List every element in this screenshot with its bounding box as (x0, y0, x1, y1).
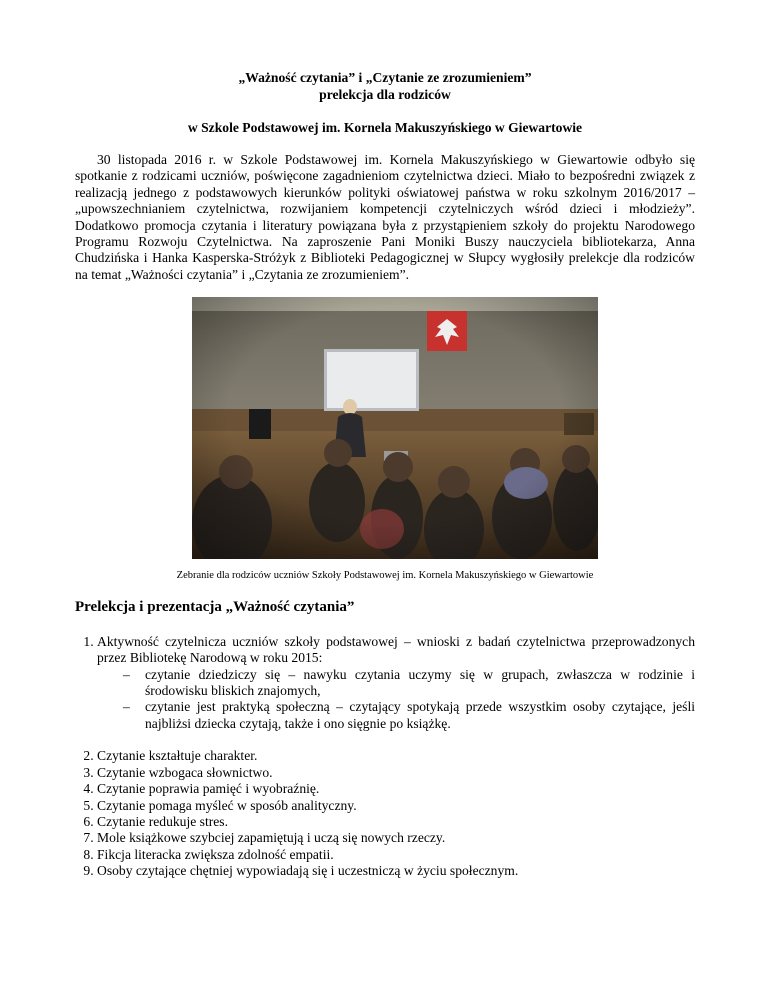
list-item: 5. Czytanie pomaga myśleć w sposób analityczny. (97, 798, 695, 814)
sub-list-item: – czytanie jest praktyką społeczną – czytający spotykają przede wszystkim osoby czytające, jeśli najbliżsi dziecka czytają, także i ono sięgnie po książkę. (123, 699, 695, 732)
document-subtitle: w Szkole Podstawowej im. Kornela Makuszyńskiego w Giewartowie (187, 120, 583, 135)
document-title-line1: „Ważność czytania” i „Czytanie ze zrozumieniem” (238, 70, 532, 85)
sub-list-item: – czytanie dziedziczy się – nawyku czytania uczymy się w grupach, zwłaszcza w rodzinie i środowisku bliskich znajomych, (123, 667, 695, 700)
photo-caption: Zebranie dla rodziców uczniów Szkoły Podstawowej im. Kornela Makuszyńskiego w Giewartowie (176, 569, 594, 581)
dash-sublist (97, 667, 695, 733)
list-item: 9. Osoby czytające chętniej wypowiadają się i uczestniczą w życiu społecznym. (97, 863, 695, 879)
list-item: 7. Mole książkowe szybciej zapamiętują i uczą się nowych rzeczy. (97, 830, 695, 846)
list-item: 2. Czytanie kształtuje charakter. (97, 748, 695, 764)
section-heading: Prelekcja i prezentacja „Ważność czytania” (75, 598, 355, 615)
list-item-text: Aktywność czytelnicza uczniów szkoły podstawowej – wnioski z badań czytelnictwa przeprowadzonych przez Bibliotekę Narodową w roku 2015: (97, 633, 695, 666)
list-item: 4. Czytanie poprawia pamięć i wyobraźnię. (97, 781, 695, 797)
numbered-list-first (75, 634, 695, 732)
meeting-photo-image (192, 297, 598, 559)
list-item: 8. Fikcja literacka zwiększa zdolność empatii. (97, 847, 695, 863)
meeting-photo (192, 297, 598, 559)
intro-paragraph: 30 listopada 2016 r. w Szkole Podstawowej im. Kornela Makuszyńskiego w Giewartowie odbyło się spotkanie z rodzicami uczniów, poświęcone zagadnieniom czytelnictwa dzieci. Miało to bezpośredni związek z realizacją jednego z podstawowych kierunków polityki oświatowej państwa w roku szkolnym 2016/2017 – „upowszechnianiem czytelnictwa, rozwijaniem kompetencji czytelniczych wśród dzieci i młodzieży”. Dodatkowo promocja czytania i literatury powiązana była z przystąpieniem szkoły do projektu Narodowego Programu Rozwoju Czytelnictwa. Na zaproszenie Pani Moniki Buszy nauczyciela bibliotekarza, Anna Chudzińska i Hanka Kasperska-Stróżyk z Biblioteki Pedagogicznej w Słupcy wygłosiły prelekcje dla rodziców na temat „Ważności czytania” i „Czytania ze zrozumieniem”. (75, 152, 695, 282)
list-item: 3. Czytanie wzbogaca słownictwo. (97, 765, 695, 781)
list-item: 6. Czytanie redukuje stres. (97, 814, 695, 830)
list-item (97, 634, 695, 732)
document-title-line2: prelekcja dla rodziców (319, 87, 451, 102)
numbered-list-rest (75, 748, 695, 879)
document-page (75, 0, 695, 880)
